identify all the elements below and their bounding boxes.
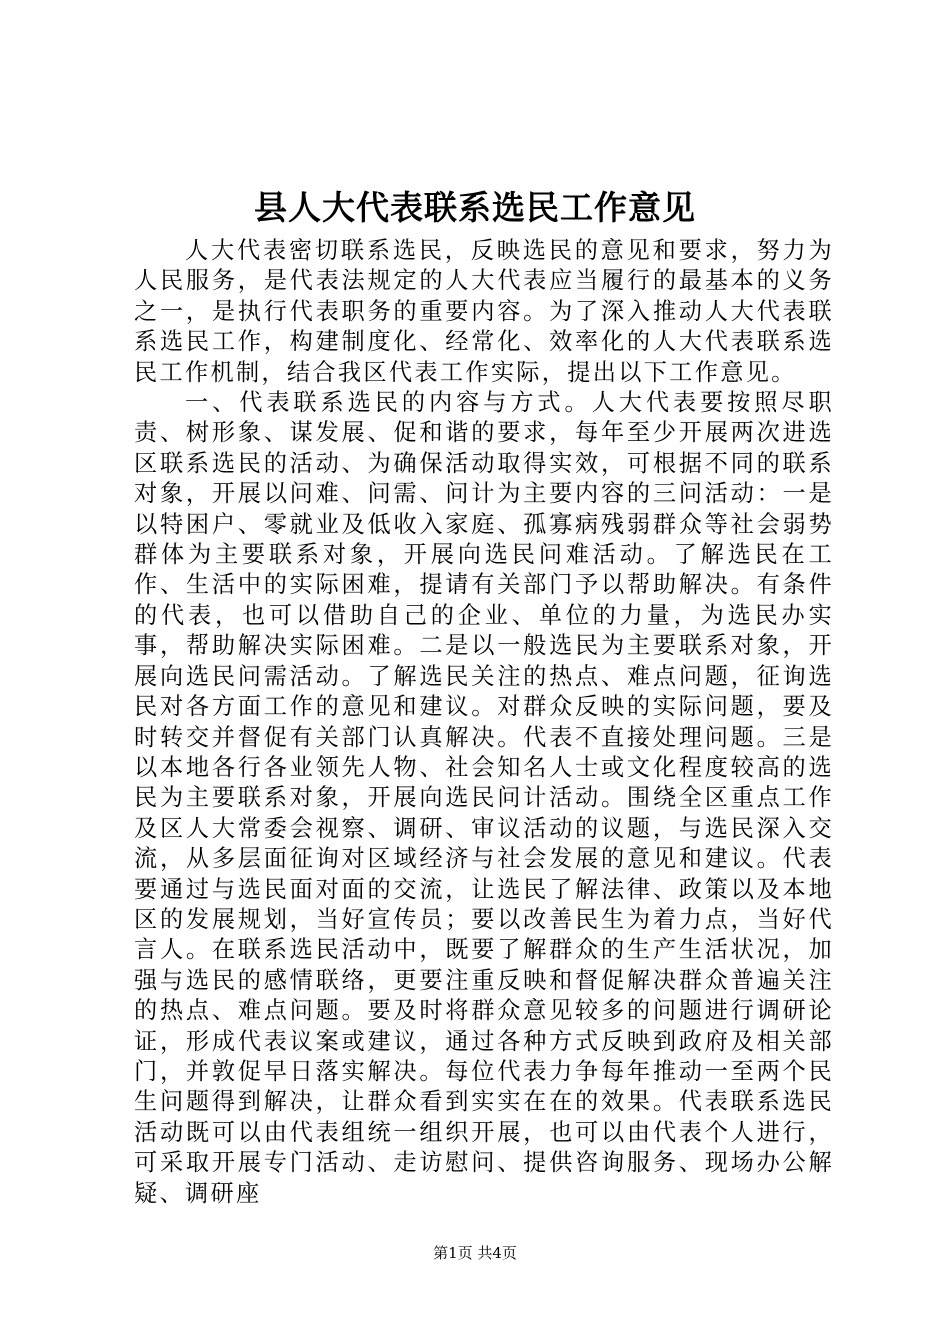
document-title: 县人大代表联系选民工作意见	[254, 188, 696, 227]
page-number: 第1页 共4页	[433, 1244, 517, 1262]
document-body	[134, 236, 834, 1209]
paragraph-section-1: 一、代表联系选民的内容与方式。人大代表要按照尽职责、树形象、谋发展、促和谐的要求，每年至少开展两次进选区联系选民的活动、为确保活动取得实效，可根据不同的联系对象，开展以问难、问需、问计为主要内容的三问活动：一是以特困户、零就业及低收入家庭、孤寡病残弱群众等社会弱势群体为主要联系对象，开展向选民问难活动。了解选民在工作、生活中的实际困难，提请有关部门予以帮助解决。有条件的代表，也可以借助自己的企业、单位的力量，为选民办实事，帮助解决实际困难。二是以一般选民为主要联系对象，开展向选民问需活动。了解选民关注的热点、难点问题，征询选民对各方面工作的意见和建议。对群众反映的实际问题，要及时转交并督促有关部门认真解决。代表不直接处理问题。三是以本地各行各业领先人物、社会知名人士或文化程度较高的选民为主要联系对象，开展向选民问计活动。围绕全区重点工作及区人大常委会视察、调研、审议活动的议题，与选民深入交流，从多层面征询对区域经济与社会发展的意见和建议。代表要通过与选民面对面的交流，让选民了解法律、政策以及本地区的发展规划，当好宣传员；要以改善民生为着力点，当好代言人。在联系选民活动中，既要了解群众的生产生活状况，加强与选民的感情联络，更要注重反映和督促解决群众普遍关注的热点、难点问题。要及时将群众意见较多的问题进行调研论证，形成代表议案或建议，通过各种方式反映到政府及相关部门，并敦促早日落实解决。每位代表力争每年推动一至两个民生问题得到解决，让群众看到实实在在的效果。代表联系选民活动既可以由代表组统一组织开展，也可以由代表个人进行，可采取开展专门活动、走访慰问、提供咨询服务、现场办公解疑、调研座	[134, 389, 834, 1207]
paragraph-intro: 人大代表密切联系选民，反映选民的意见和要求，努力为人民服务，是代表法规定的人大代表应当履行的最基本的义务之一，是执行代表职务的重要内容。为了深入推动人大代表联系选民工作，构建制度化、经常化、效率化的人大代表联系选民工作机制，结合我区代表工作实际，提出以下工作意见。	[134, 237, 834, 386]
